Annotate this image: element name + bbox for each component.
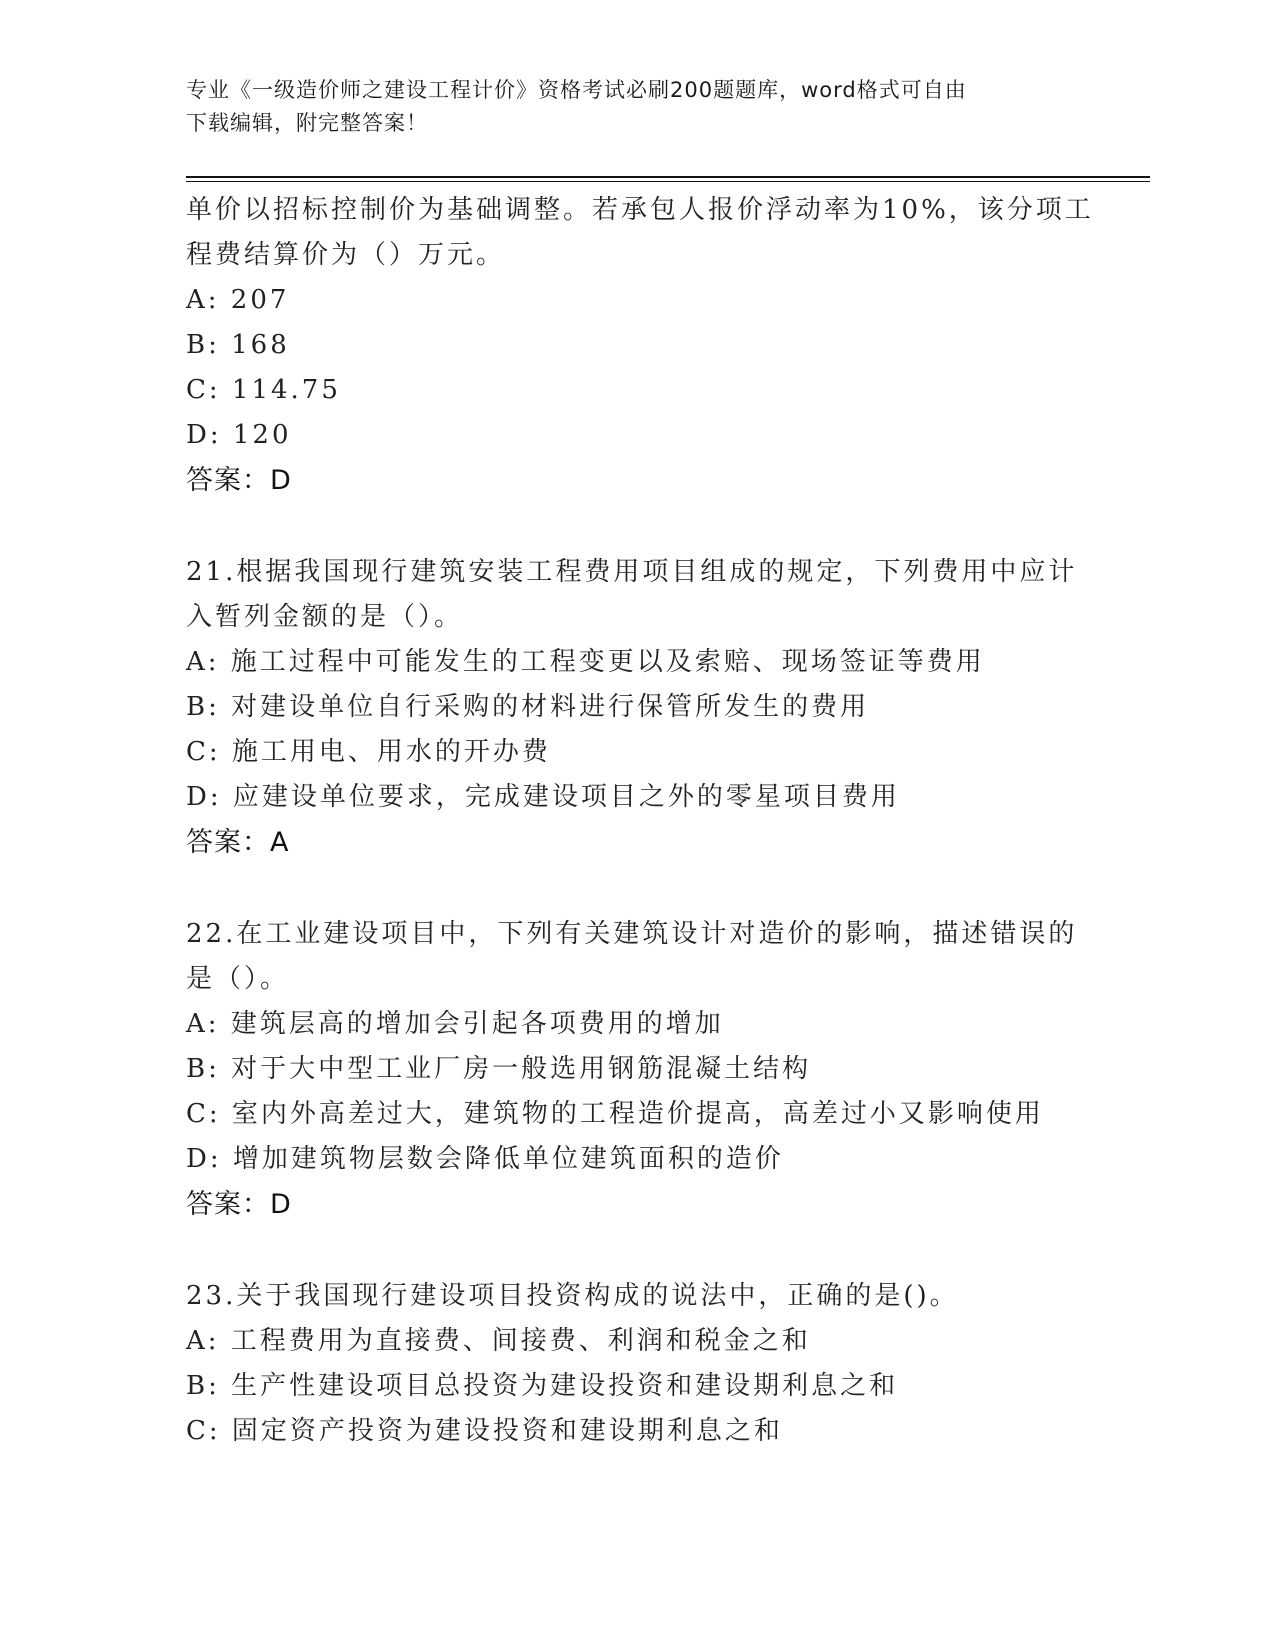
option-c: C: 114.75 bbox=[186, 375, 341, 405]
option-b: B: 对于大中型工业厂房一般选用钢筋混凝土结构 bbox=[186, 1054, 812, 1084]
option-c: C: 固定资产投资为建设投资和建设期利息之和 bbox=[186, 1416, 783, 1446]
answer-label: 答案：D bbox=[186, 1189, 292, 1220]
question-text: 21.根据我国现行建筑安装工程费用项目组成的规定，下列费用中应计 bbox=[186, 557, 1078, 587]
spacer bbox=[186, 865, 1086, 912]
option-d: D: 应建设单位要求，完成建设项目之外的零星项目费用 bbox=[186, 782, 900, 812]
question-text: 单价以招标控制价为基础调整。若承包人报价浮动率为10%，该分项工 bbox=[186, 195, 1094, 225]
header-line-1: 专业《一级造价师之建设工程计价》资格考试必刷200题题库，word格式可自由 bbox=[186, 78, 967, 102]
question-22 bbox=[186, 912, 1086, 1227]
option-c: C: 施工用电、用水的开办费 bbox=[186, 737, 551, 767]
option-a: A: 建筑层高的增加会引起各项费用的增加 bbox=[186, 1009, 724, 1039]
question-20 bbox=[186, 188, 1094, 503]
answer-label: 答案：D bbox=[186, 465, 292, 496]
option-a: A: 施工过程中可能发生的工程变更以及索赔、现场签证等费用 bbox=[186, 647, 985, 677]
option-b: B: 对建设单位自行采购的材料进行保管所发生的费用 bbox=[186, 692, 870, 722]
answer-label: 答案：A bbox=[186, 827, 290, 858]
option-d: D: 120 bbox=[186, 420, 292, 450]
option-a: A: 工程费用为直接费、间接费、利润和税金之和 bbox=[186, 1326, 811, 1356]
option-b: B: 168 bbox=[186, 330, 290, 360]
document-header bbox=[186, 74, 1066, 140]
header-line-2: 下载编辑，附完整答案！ bbox=[186, 111, 428, 135]
spacer bbox=[186, 503, 1086, 550]
question-text: 程费结算价为（）万元。 bbox=[186, 240, 506, 270]
option-a: A: 207 bbox=[186, 285, 290, 315]
question-text: 入暂列金额的是（）。 bbox=[186, 602, 464, 632]
option-c: C: 室内外高差过大，建筑物的工程造价提高，高差过小又影响使用 bbox=[186, 1099, 1044, 1129]
header-rule-thin bbox=[186, 181, 1150, 182]
question-text: 是（）。 bbox=[186, 964, 290, 994]
question-21 bbox=[186, 550, 1086, 865]
question-text: 23.关于我国现行建设项目投资构成的说法中，正确的是()。 bbox=[186, 1281, 959, 1311]
question-list bbox=[186, 188, 1094, 1454]
header-rule-thick bbox=[186, 176, 1150, 178]
spacer bbox=[186, 1227, 1086, 1274]
option-d: D: 增加建筑物层数会降低单位建筑面积的造价 bbox=[186, 1144, 784, 1174]
question-23 bbox=[186, 1274, 1086, 1454]
option-b: B: 生产性建设项目总投资为建设投资和建设期利息之和 bbox=[186, 1371, 899, 1401]
question-text: 22.在工业建设项目中，下列有关建筑设计对造价的影响，描述错误的 bbox=[186, 919, 1078, 949]
